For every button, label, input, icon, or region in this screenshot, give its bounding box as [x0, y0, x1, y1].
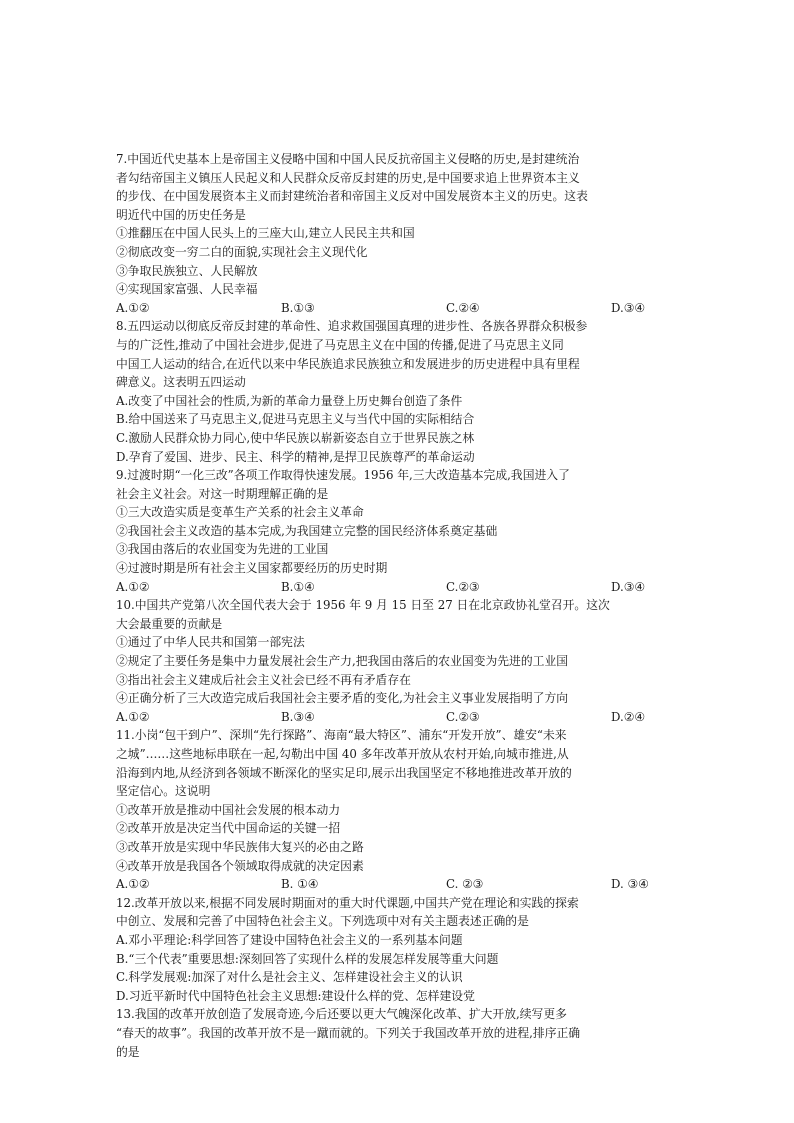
- question-stem-line: 碑意义。这表明五四运动: [116, 375, 246, 390]
- answer-item: ②改革开放是决定当代中国命运的关键一招: [116, 821, 341, 836]
- answer-item: ①改革开放是推动中国社会发展的根本动力: [116, 802, 341, 817]
- answer-item: ③指出社会主义建成后社会主义社会已经不再有矛盾存在: [116, 672, 411, 687]
- option-choice[interactable]: B. ①④: [281, 877, 319, 892]
- option-choice[interactable]: A.①②: [116, 877, 150, 892]
- question-stem-line: 8.五四运动以彻底反帝反封建的革命性、追求救国强国真理的进步性、各族各界群众积极参: [116, 319, 588, 334]
- exam-page: [116, 150, 682, 1061]
- answer-item: C.激励人民群众协力同心,使中华民族以崭新姿态自立于世界民族之林: [116, 430, 475, 445]
- question-stem-line: 沿海到内地,从经济到各领域不断深化的坚实足印,展示出我国坚定不移地推进改革开放的: [116, 765, 572, 780]
- answer-item: ③我国由落后的农业国变为先进的工业国: [116, 542, 329, 557]
- answer-item: A.邓小平理论:科学回答了建设中国特色社会主义的一系列基本问题: [116, 932, 463, 947]
- question-stem-line: 大会最重要的贡献是: [116, 616, 223, 631]
- answer-item: ③争取民族独立、人民解放: [116, 263, 258, 278]
- question-stem-line: 7.中国近代史基本上是帝国主义侵略中国和中国人民反抗帝国主义侵略的历史,是封建统治: [116, 152, 580, 166]
- option-choice[interactable]: A.①②: [116, 300, 150, 315]
- question-stem-line: 11.小岗“包干到户”、深圳“先行探路”、海南“最大特区”、浦东“开发开放”、雄安“未来: [116, 728, 567, 743]
- answer-item: ①通过了中华人民共和国第一部宪法: [116, 635, 305, 650]
- question-stem-line: 明近代中国的历史任务是: [116, 207, 246, 222]
- question-7: [116, 150, 682, 317]
- question-stem-line: 12.改革开放以来,根据不同发展时期面对的重大时代课题,中国共产党在理论和实践的探索: [116, 895, 579, 910]
- question-stem-line: 中创立、发展和完善了中国特色社会主义。下列选项中对有关主题表述正确的是: [116, 914, 529, 929]
- question-8: [116, 317, 682, 466]
- question-11: [116, 726, 682, 893]
- option-row: [116, 708, 682, 727]
- question-12: [116, 894, 682, 1006]
- answer-item: A.改变了中国社会的性质,为新的革命力量登上历史舞台创造了条件: [116, 393, 463, 408]
- option-choice[interactable]: D.②④: [611, 709, 645, 724]
- answer-item: ④改革开放是我国各个领域取得成就的决定因素: [116, 858, 364, 873]
- question-stem-line: 之城”……这些地标串联在一起,勾勒出中国 40 多年改革开放从农村开始,向城市推进,从: [116, 747, 569, 761]
- question-stem-line: 的步伐、在中国发展资本主义而封建统治者和帝国主义反对中国发展资本主义的历史。这表: [116, 189, 588, 204]
- answer-item: B.“三个代表”重要思想:深刻回答了实现什么样的发展怎样发展等重大问题: [116, 951, 499, 966]
- question-stem-line: 坚定信心。这说明: [116, 784, 211, 799]
- answer-item: ③改革开放是实现中华民族伟大复兴的必由之路: [116, 839, 364, 854]
- option-choice[interactable]: C.②④: [446, 300, 480, 315]
- question-stem-line: 与的广泛性,推动了中国社会进步,促进了马克思主义在中国的传播,促进了马克思主义同: [116, 337, 564, 352]
- option-choice[interactable]: D. ③④: [611, 877, 649, 892]
- option-choice[interactable]: A.①②: [116, 709, 150, 724]
- option-choice[interactable]: C.②③: [446, 709, 480, 724]
- option-choice[interactable]: B.①③: [281, 300, 315, 315]
- question-stem-line: 9.过渡时期“一化三改”各项工作取得快速发展。1956 年,三大改造基本完成,我国进入了: [116, 468, 570, 483]
- question-stem-line: 的是: [116, 1044, 140, 1059]
- answer-item: ②彻底改变一穷二白的面貌,实现社会主义现代化: [116, 244, 368, 259]
- question-13: [116, 1005, 682, 1061]
- answer-item: ②我国社会主义改造的基本完成,为我国建立完整的国民经济体系奠定基础: [116, 523, 498, 538]
- answer-item: ④正确分析了三大改造完成后我国社会主要矛盾的变化,为社会主义事业发展指明了方向: [116, 691, 569, 706]
- option-choice[interactable]: D.③④: [611, 579, 645, 594]
- option-choice[interactable]: B.③④: [281, 709, 315, 724]
- answer-item: ④过渡时期是所有社会主义国家都要经历的历史时期: [116, 561, 388, 576]
- answer-item: ①三大改造实质是变革生产关系的社会主义革命: [116, 505, 364, 520]
- question-9: [116, 466, 682, 596]
- question-stem-line: 10.中国共产党第八次全国代表大会于 1956 年 9 月 15 日至 27 日在北京政协礼堂召开。这次: [116, 598, 610, 613]
- question-10: [116, 596, 682, 726]
- option-choice[interactable]: D.③④: [611, 300, 645, 315]
- answer-item: C.科学发展观:加深了对什么是社会主义、怎样建设社会主义的认识: [116, 970, 463, 985]
- answer-item: ②规定了主要任务是集中力量发展社会生产力,把我国由落后的农业国变为先进的工业国: [116, 654, 569, 669]
- question-stem-line: 13.我国的改革开放创造了发展奇迹,今后还要以更大气魄深化改革、扩大开放,续写更多: [116, 1007, 567, 1022]
- answer-item: D.习近平新时代中国特色社会主义思想:建设什么样的党、怎样建设党: [116, 988, 475, 1003]
- option-row: [116, 875, 682, 894]
- option-choice[interactable]: C. ②③: [446, 877, 484, 892]
- answer-item: B.给中国送来了马克思主义,促进马克思主义与当代中国的实际相结合: [116, 412, 475, 427]
- answer-item: ①推翻压在中国人民头上的三座大山,建立人民民主共和国: [116, 226, 415, 241]
- question-stem-line: “春天的故事”。我国的改革开放不是一蹴而就的。下列关于我国改革开放的进程,排序正确: [116, 1025, 581, 1040]
- question-stem-line: 中国工人运动的结合,在近代以来中华民族追求民族独立和发展进步的历史进程中具有里程: [116, 356, 580, 371]
- option-choice[interactable]: C.②③: [446, 579, 480, 594]
- option-row: [116, 578, 682, 597]
- question-stem-line: 者勾结帝国主义镇压人民起义和人民群众反帝反封建的历史,是中国要求追上世界资本主义: [116, 170, 580, 185]
- option-row: [116, 299, 682, 318]
- answer-item: D.孕育了爱国、进步、民主、科学的精神,是捍卫民族尊严的革命运动: [116, 449, 475, 464]
- question-stem-line: 社会主义社会。对这一时期理解正确的是: [116, 486, 329, 501]
- answer-item: ④实现国家富强、人民幸福: [116, 282, 258, 297]
- option-choice[interactable]: B.①④: [281, 579, 315, 594]
- option-choice[interactable]: A.①②: [116, 579, 150, 594]
